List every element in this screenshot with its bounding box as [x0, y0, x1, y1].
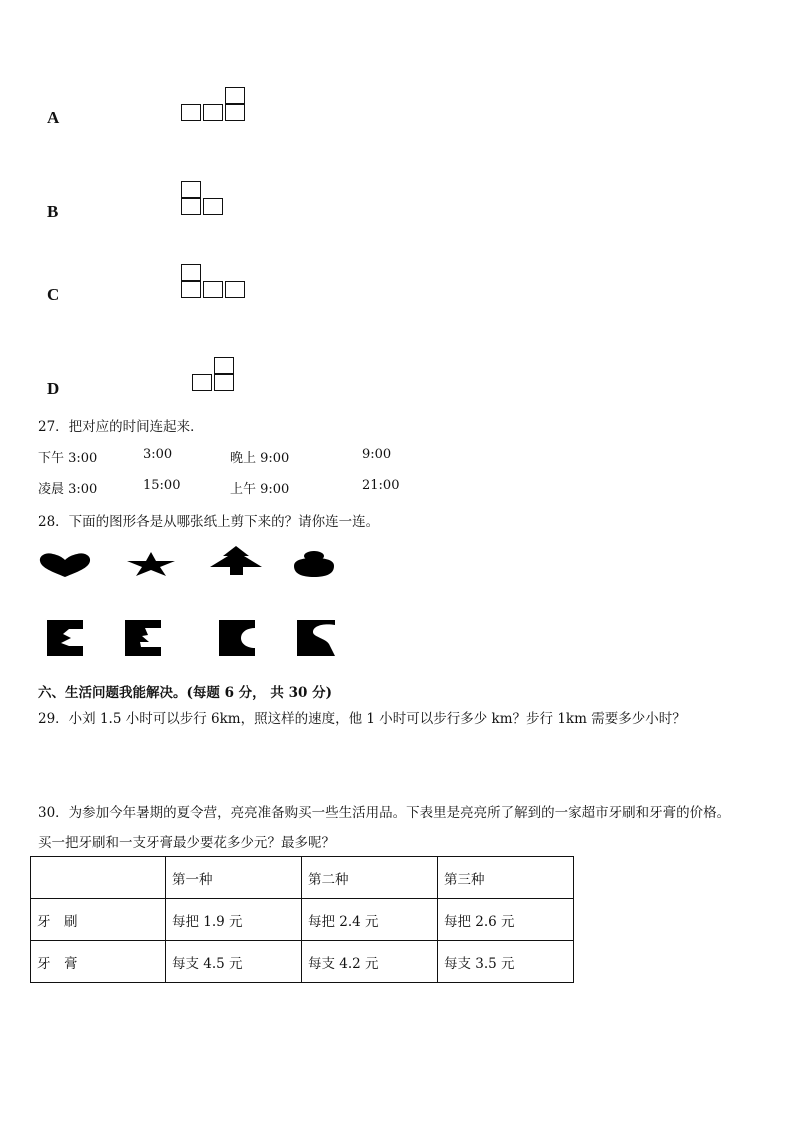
- q27-time-r1c3: 晚上 9:00: [230, 451, 290, 466]
- table-cell: [31, 857, 166, 899]
- square: [181, 181, 201, 198]
- table-cell: 每把 1.9 元: [166, 899, 302, 941]
- option-b-label: B: [47, 202, 59, 221]
- paper-3: [219, 620, 255, 656]
- paper-2: [125, 620, 161, 656]
- table-row: [31, 857, 574, 899]
- mushroom-shape: [292, 550, 336, 578]
- q27-time-r2c1: 凌晨 3:00: [38, 482, 98, 497]
- table-header-cell: 第三种: [438, 857, 574, 899]
- square: [225, 104, 245, 121]
- section-6-heading: 六、生活问题我能解决。(每题 6 分， 共 30 分): [38, 685, 332, 701]
- square: [203, 198, 223, 215]
- q27-time-r2c2: 15:00: [143, 478, 181, 493]
- table-cell: 每支 3.5 元: [438, 941, 574, 983]
- table-header-cell: 第二种: [302, 857, 438, 899]
- q30-stem-line2: 买一把牙刷和一支牙膏最少要花多少元？最多呢？: [38, 835, 335, 851]
- square: [203, 281, 223, 298]
- q27-stem: 27．把对应的时间连起来．: [38, 419, 204, 435]
- q30-stem-line1: 30．为参加今年暑期的夏令营，亮亮准备购买一些生活用品。下表里是亮亮所了解到的一家超市牙刷和牙膏的价格。: [38, 805, 731, 821]
- q29-stem: 29．小刘 1.5 小时可以步行 6km，照这样的速度，他 1 小时可以步行多少 km？步行 1km 需要多少小时？: [38, 711, 686, 727]
- q28-stem: 28．下面的图形各是从哪张纸上剪下来的？请你连一连。: [38, 514, 380, 530]
- option-d-label: D: [47, 379, 60, 398]
- tree-shape: [209, 546, 263, 576]
- table-header-cell: 第一种: [166, 857, 302, 899]
- option-a-label: A: [47, 108, 60, 127]
- q27-time-r2c3: 上午 9:00: [230, 482, 290, 497]
- option-c-label: C: [47, 285, 60, 304]
- paper-1: [47, 620, 83, 656]
- table-row-label: 牙 膏: [31, 941, 166, 983]
- q27-time-r2c4: 21:00: [362, 478, 400, 493]
- table-cell: 每支 4.5 元: [166, 941, 302, 983]
- table-row: [31, 899, 574, 941]
- table-cell: 每支 4.2 元: [302, 941, 438, 983]
- square: [181, 281, 201, 298]
- square: [181, 104, 201, 121]
- square: [203, 104, 223, 121]
- square: [192, 374, 212, 391]
- table-row-label: 牙 刷: [31, 899, 166, 941]
- price-table: [30, 856, 574, 983]
- square: [214, 374, 234, 391]
- star-shape: [126, 551, 176, 577]
- square: [225, 281, 245, 298]
- square: [225, 87, 245, 104]
- q27-time-r1c2: 3:00: [143, 447, 173, 462]
- table-cell: 每把 2.4 元: [302, 899, 438, 941]
- q27-time-r1c4: 9:00: [362, 447, 392, 462]
- q27-time-r1c1: 下午 3:00: [38, 451, 98, 466]
- square: [214, 357, 234, 374]
- table-row: [31, 941, 574, 983]
- table-cell: 每把 2.6 元: [438, 899, 574, 941]
- square: [181, 264, 201, 281]
- square: [181, 198, 201, 215]
- paper-4: [297, 620, 335, 656]
- heart-shape: [39, 552, 91, 578]
